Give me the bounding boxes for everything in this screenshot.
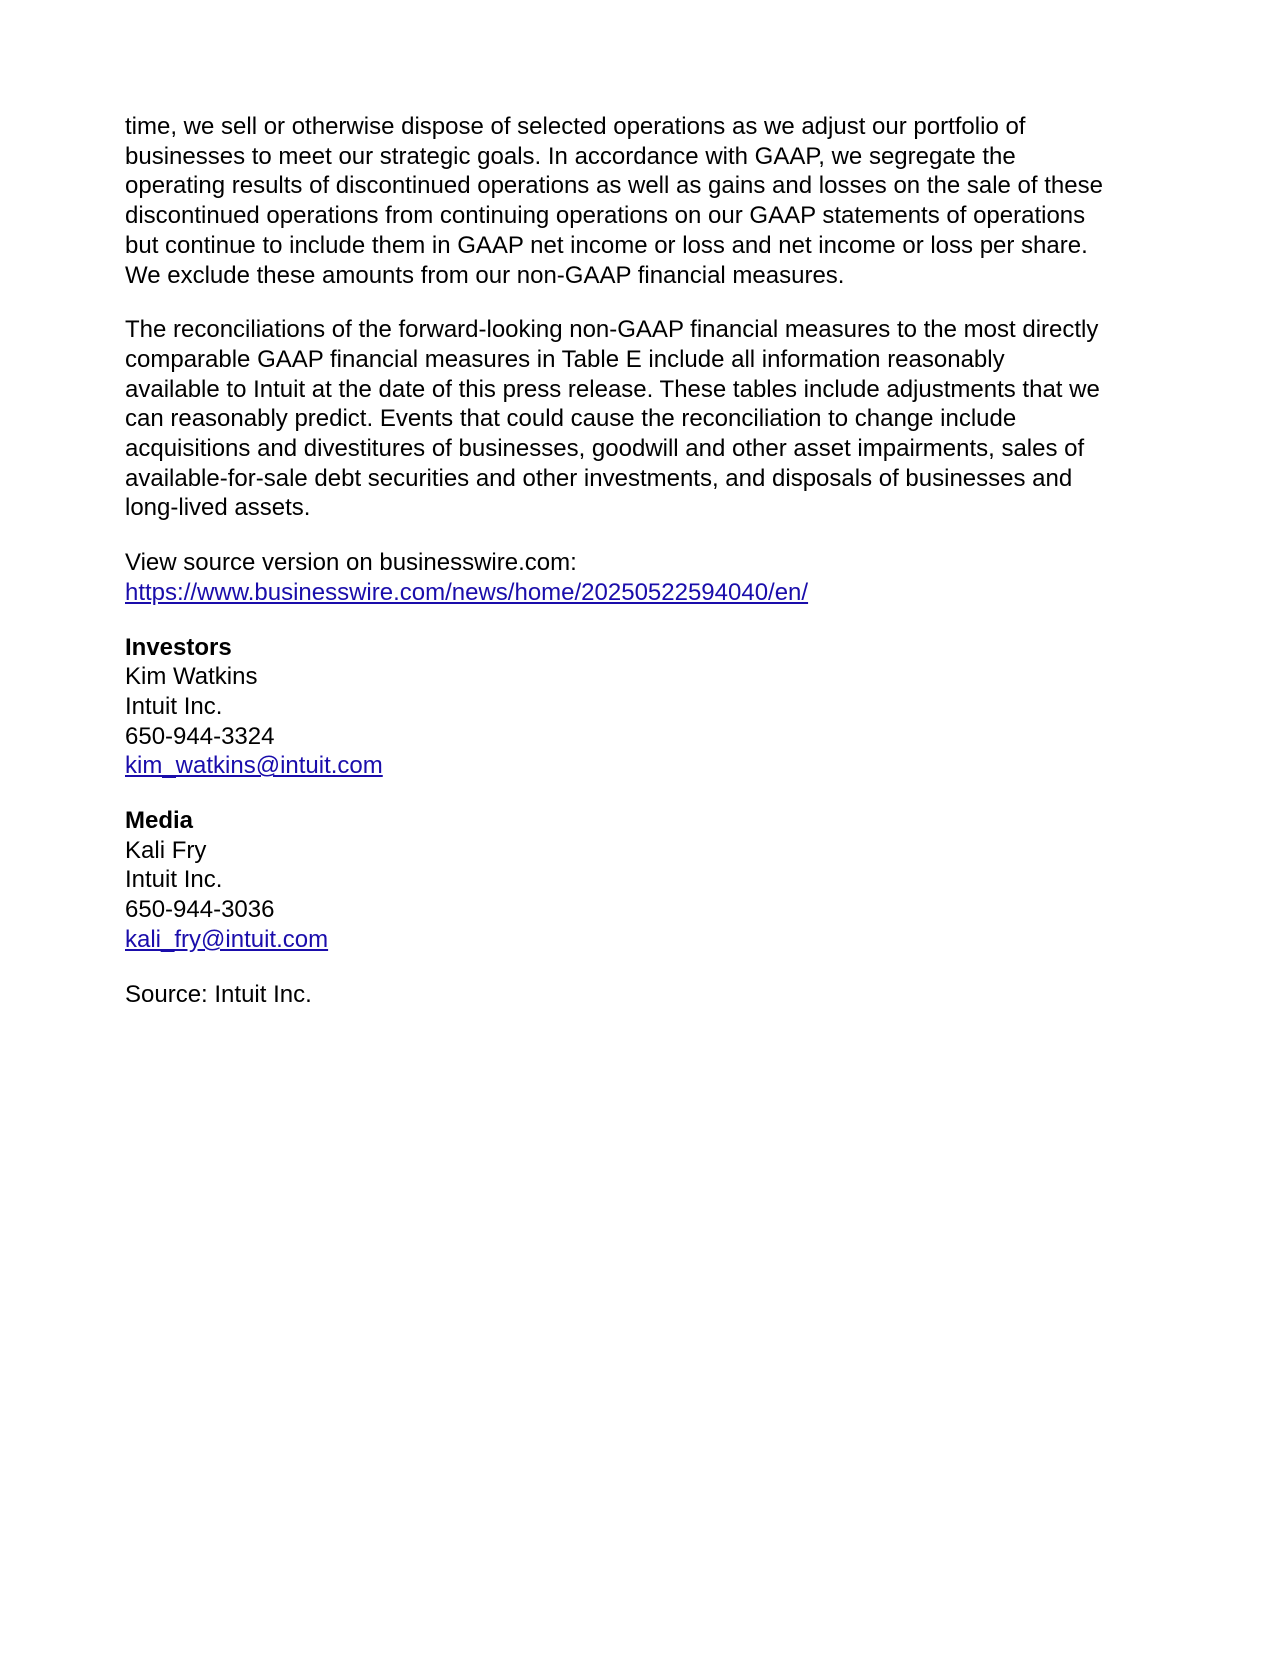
- media-contact-email-link[interactable]: kali_fry@intuit.com: [125, 925, 329, 953]
- source-version-label: View source version on businesswire.com:: [125, 549, 577, 577]
- source-version-block: [125, 548, 1165, 607]
- investors-contact-name: Kim Watkins: [125, 663, 258, 691]
- document-page: [125, 112, 1165, 1009]
- source-line: Source: Intuit Inc.: [125, 980, 312, 1008]
- media-contact-name: Kali Fry: [125, 836, 207, 864]
- investors-contact: [125, 633, 1165, 782]
- investors-heading: Investors: [125, 633, 232, 661]
- media-contact-phone: 650-944-3036: [125, 896, 275, 924]
- media-heading: Media: [125, 807, 194, 835]
- source-version-link[interactable]: https://www.businesswire.com/news/home/20250522594040/en/: [125, 578, 809, 606]
- discontinued-operations-paragraph: time, we sell or otherwise dispose of selected operations as we adjust our portfolio of businesses to meet our strategic goals. In accordance with GAAP, we segregate the operating results of discontinued operations as well as gains and losses on the sale of these discontinued operations from continuing operations on our GAAP statements of operations but continue to include them in GAAP net income or loss and net income or loss per share. We exclude these amounts from our non-GAAP financial measures.: [125, 113, 1103, 289]
- media-contact: [125, 806, 1165, 955]
- media-contact-company: Intuit Inc.: [125, 866, 223, 894]
- investors-contact-phone: 650-944-3324: [125, 722, 275, 750]
- reconciliation-paragraph: The reconciliations of the forward-looking non-GAAP financial measures to the most directly comparable GAAP financial measures in Table E include all information reasonably available to Intuit at the date of this press release. These tables include adjustments that we can reasonably predict. Events that could cause the reconciliation to change include acquisitions and divestitures of businesses, goodwill and other asset impairments, sales of available-for-sale debt securities and other investments, and disposals of businesses and long-lived assets.: [125, 316, 1100, 522]
- investors-contact-company: Intuit Inc.: [125, 692, 223, 720]
- investors-contact-email-link[interactable]: kim_watkins@intuit.com: [125, 752, 383, 780]
